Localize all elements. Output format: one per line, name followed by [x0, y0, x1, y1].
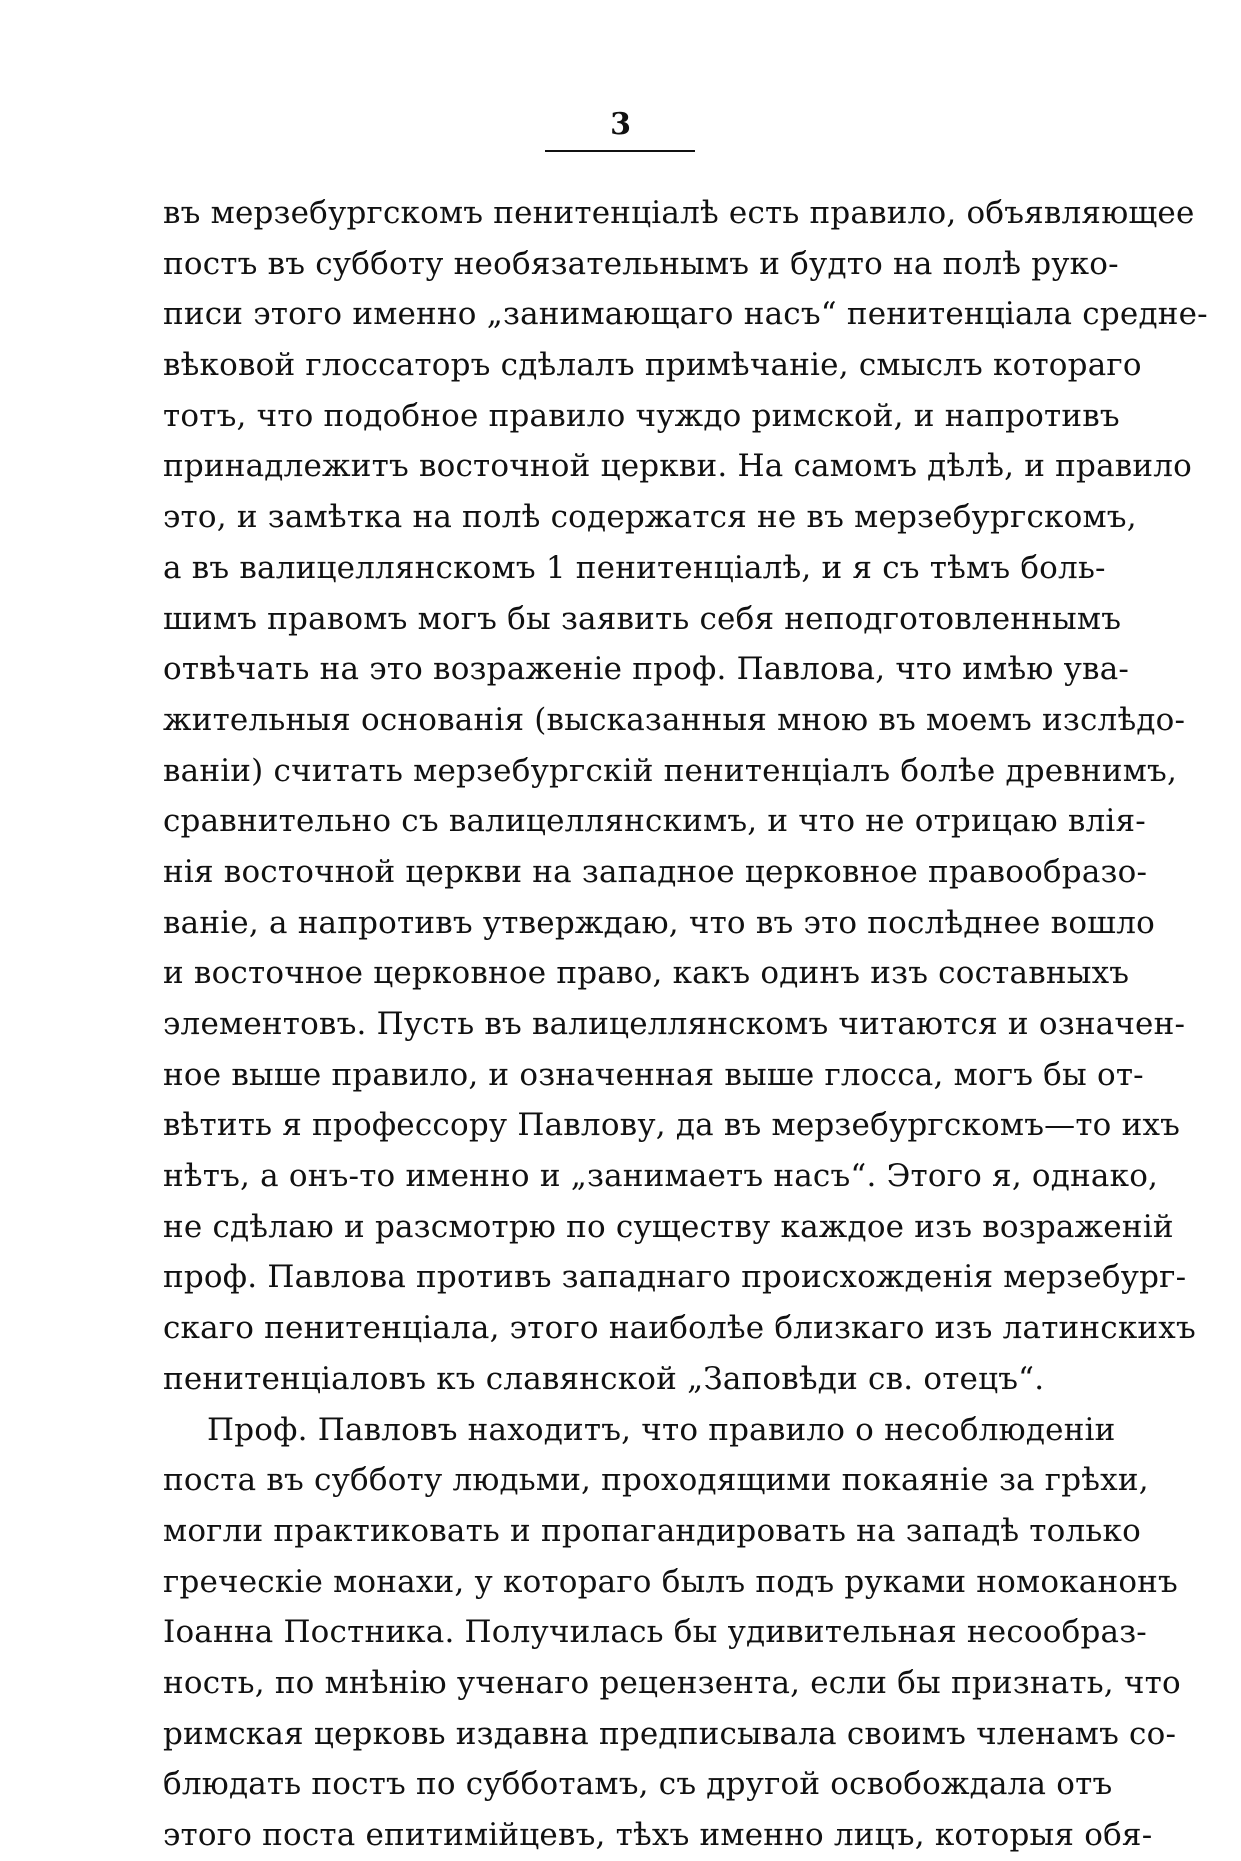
page-number: 3	[610, 107, 631, 142]
text-line: этого поста епитимійцевъ, тѣхъ именно лицъ, которыя обя-	[163, 1817, 1153, 1853]
text-line: Іоанна Постника. Получилась бы удивительная несообраз-	[163, 1614, 1147, 1651]
text-line: ваніи) считать мерзебургскій пенитенціалъ болѣе древнимъ,	[163, 752, 1178, 789]
paragraph-start-line: Проф. Павловъ находитъ, что правило о несоблюденіи	[207, 1411, 1116, 1448]
text-line: поста въ субботу людьми, проходящими покаяніе за грѣхи,	[163, 1462, 1149, 1499]
text-line: греческіе монахи, у котораго былъ подъ руками номоканонъ	[163, 1563, 1178, 1600]
text-line: въ мерзебургскомъ пенитенціалѣ есть правило, объявляющее	[163, 195, 1195, 231]
text-line: не сдѣлаю и разсмотрю по существу каждое изъ возраженій	[163, 1208, 1174, 1245]
text-line: отвѣчать на это возраженіе проф. Павлова, что имѣю ува-	[163, 651, 1130, 688]
text-line: сравнительно съ валицеллянскимъ, и что не отрицаю влія-	[163, 803, 1146, 840]
text-line: тотъ, что подобное правило чуждо римской, и напротивъ	[163, 397, 1120, 434]
text-line: вѣтить я профессору Павлову, да въ мерзебургскомъ—то ихъ	[163, 1107, 1181, 1144]
text-line: могли практиковать и пропагандировать на западѣ только	[163, 1512, 1141, 1549]
body-text	[163, 188, 1208, 1861]
text-line: шимъ правомъ могъ бы заявить себя неподготовленнымъ	[163, 600, 1122, 637]
text-line: писи этого именно „занимающаго насъ“ пенитенціала средне-	[163, 296, 1208, 333]
text-line: ность, по мнѣнію ученаго рецензента, если бы признать, что	[163, 1664, 1181, 1701]
text-line: блюдать постъ по субботамъ, съ другой освобождала отъ	[163, 1766, 1113, 1803]
header-rule	[545, 150, 695, 152]
text-line: скаго пенитенціала, этого наиболѣе близкаго изъ латинскихъ	[163, 1310, 1196, 1347]
text-line: элементовъ. Пусть въ валицеллянскомъ читаются и означен-	[163, 1006, 1186, 1042]
text-line: нія восточной церкви на западное церковное правообразо-	[163, 853, 1148, 890]
text-line: это, и замѣтка на полѣ содержатся не въ мерзебургскомъ,	[163, 499, 1137, 536]
text-line: постъ въ субботу необязательнымъ и будто на полѣ руко-	[163, 245, 1119, 282]
text-line: принадлежитъ восточной церкви. На самомъ дѣлѣ, и правило	[163, 448, 1193, 485]
text-line: ваніе, а напротивъ утверждаю, что въ это послѣднее вошло	[163, 904, 1155, 941]
text-line: ное выше правило, и означенная выше глосса, могъ бы от-	[163, 1056, 1144, 1093]
text-line: а въ валицеллянскомъ 1 пенитенціалѣ, и я съ тѣмъ боль-	[163, 549, 1106, 586]
text-line: римская церковь издавна предписывала своимъ членамъ со-	[163, 1715, 1177, 1752]
text-line: вѣковой глоссаторъ сдѣлалъ примѣчаніе, смыслъ котораго	[163, 347, 1142, 384]
text-line: и восточное церковное право, какъ одинъ изъ составныхъ	[163, 955, 1130, 992]
text-line: проф. Павлова противъ западнаго происхожденія мерзебург-	[163, 1259, 1187, 1296]
paragraph-end-line: пенитенціаловъ къ славянской „Заповѣди св. отецъ“.	[163, 1360, 1045, 1397]
text-line: нѣтъ, а онъ-то именно и „занимаетъ насъ“. Этого я, однако,	[163, 1158, 1159, 1195]
text-line: жительныя основанія (высказанныя мною въ моемъ изслѣдо-	[163, 701, 1186, 738]
